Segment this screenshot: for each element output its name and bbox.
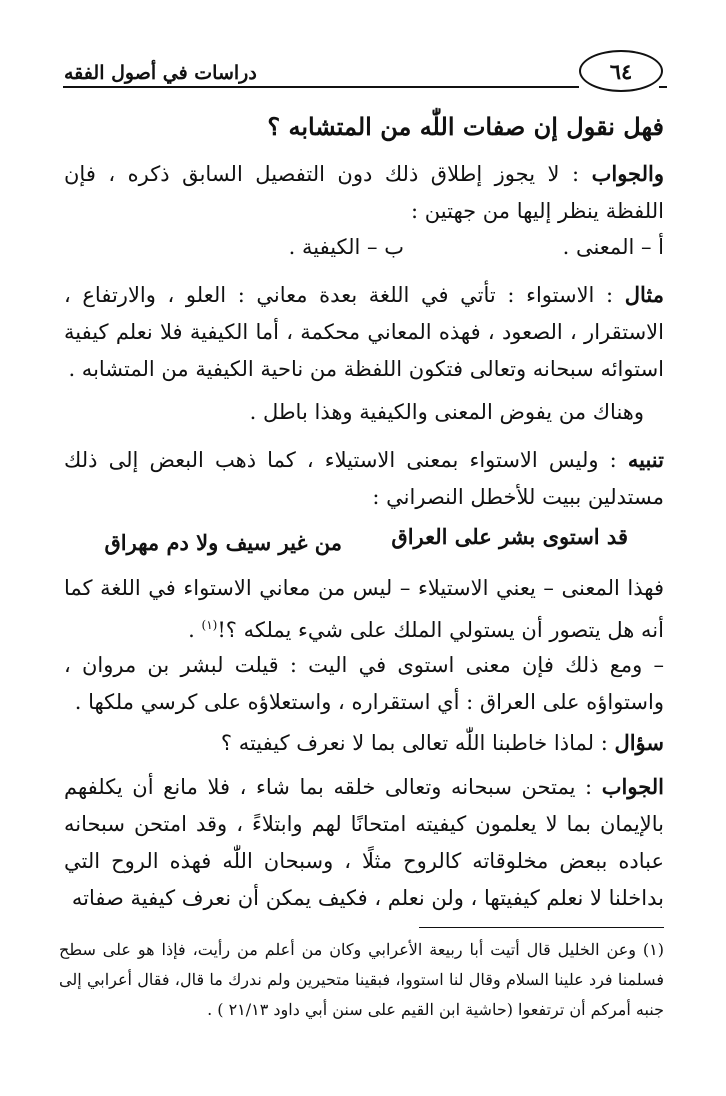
example-paragraph <box>64 276 664 388</box>
footnote <box>59 935 664 1025</box>
page-number-oval <box>579 50 663 92</box>
tafweed-line: وهناك من يفوض المعنى والكيفية وهذا باطل . <box>249 400 644 424</box>
question2-label: سؤال <box>614 730 664 755</box>
answer2-label: الجواب <box>601 774 664 799</box>
note-paragraph <box>64 441 664 516</box>
question2-text: : لماذا خاطبنا اللّٰه تعالى بما لا نعرف كيفيته ؟ <box>220 731 608 755</box>
footnote-reference: (١) <box>201 618 218 632</box>
note-label: تنبيه <box>627 447 664 472</box>
question-heading: فهل نقول إن صفات اللّٰه من المتشابه ؟ <box>267 112 664 141</box>
meaning-paragraph <box>64 570 664 649</box>
note-text: : وليس الاستواء بمعنى الاستيلاء ، كما ذهب البعض إلى ذلك مستدلين ببيت للأخطل النصراني : <box>64 448 664 509</box>
example-text: : الاستواء : تأتي في اللغة بعدة معاني : العلو ، والارتفاع ، الاستقرار ، الصعود ، فهذه المعاني محكمة ، أما الكيفية فلا نعلم كيفية استوائه سبحانه وتعالى فتكون اللفظة من ناحية الكيفية من المتشابه . <box>64 283 664 381</box>
verse-second-hemistich: من غير سيف ولا دم مهراق <box>104 530 342 555</box>
aspect-modality: ب – الكيفية . <box>288 235 404 259</box>
answer-label: والجواب <box>591 161 664 186</box>
footnote-rule <box>419 927 664 928</box>
footnote-text: وعن الخليل قال أتيت أبا ربيعة الأعرابي وكان من أعلم من رأيت، فإذا هو على سطح فسلمنا فرد علينا السلام وقال لنا استووا، فبقينا متحيرين ولم ندرك ما قال، فقال أعرابي إلى جنبه أمركم أن ترتفعوا (حاشية ابن القيم على سنن أبي داود ٢١/١٣ ) . <box>59 940 664 1019</box>
marwan-paragraph: – ومع ذلك فإن معنى استوى في اليت : قيلت لبشر بن مروان ، واستواؤه على العراق : أي استقراره ، واستعلاؤه على كرسي ملكها . <box>64 653 664 714</box>
header-rule <box>63 86 579 88</box>
aspect-meaning: أ – المعنى . <box>562 235 664 259</box>
header-rule-end <box>659 86 667 88</box>
answer2-paragraph <box>64 768 664 917</box>
page-number: ٦٤ <box>609 58 633 84</box>
answer2-text: : يمتحن سبحانه وتعالى خلقه بما شاء ، فلا مانع أن يكلفهم بالإيمان بما لا يعلمون كيفيته امتحانًا لهم وابتلاءً ، وقد امتحن سبحانه عباده ببعض مخلوقاته كالروح مثلًا ، وسبحان اللّٰه فهذه الروح التي بداخلنا لا نعلم كيفيتها ، ولن نعلم ، فكيف يمكن أن نعرف كيفية صفاته <box>64 775 664 910</box>
question2-paragraph <box>64 724 664 762</box>
answer-text: : لا يجوز إطلاق ذلك دون التفصيل السابق ذكره ، فإن اللفظة ينظر إليها من جهتين : <box>64 162 664 223</box>
meaning-text: فهذا المعنى – يعني الاستيلاء – ليس من معاني الاستواء في اللغة كما أنه هل يتصور أن يستولي الملك على شيء يملكه ؟! <box>64 576 664 642</box>
answer-paragraph <box>64 155 664 230</box>
running-title: دراسات في أصول الفقه <box>64 62 257 84</box>
example-label: مثال <box>624 282 664 307</box>
meaning-end: . <box>188 618 202 642</box>
footnote-number: (١) <box>642 940 664 959</box>
verse-first-hemistich: قد استوى بشر على العراق <box>391 524 628 549</box>
